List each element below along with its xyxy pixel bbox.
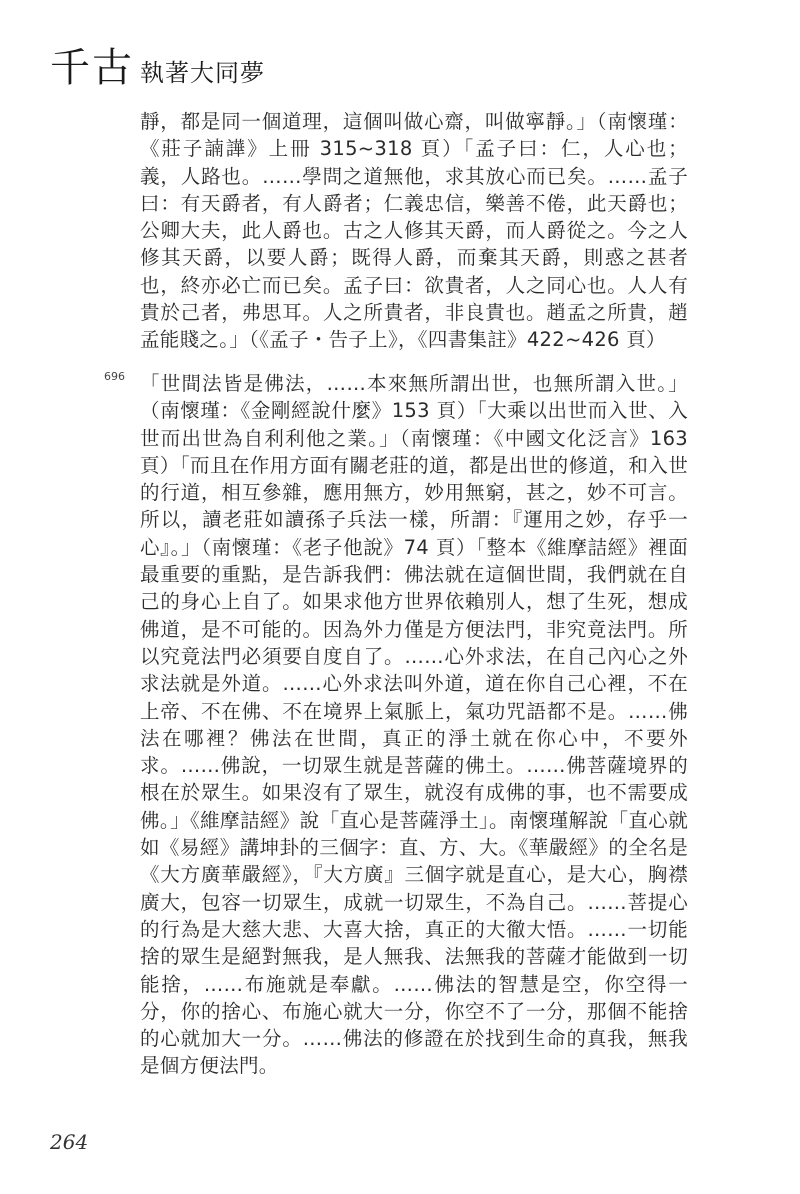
running-header [50, 28, 265, 91]
note-number: 696 [104, 370, 125, 383]
body-paragraph-1: 靜，都是同一個道理，這個叫做心齋，叫做寧靜。」（南懷瑾：《莊子諵譁》上冊 315~318 頁）「孟子曰：仁，人心也；義，人路也。……學問之道無他，求其放心而已矣。……孟子曰：有天爵者，有人爵者；仁義忠信，樂善不倦，此天爵也；公卿大夫，此人爵也。古之人修其天爵，而人爵從之。今之人修其天爵，以要人爵；既得人爵，而棄其天爵，則惑之甚者也，終亦必亡而已矣。孟子曰：欲貴者，人之同心也。人人有貴於己者，弗思耳。人之所貴者，非良貴也。趙孟之所貴，趙孟能賤之。」（《孟子・告子上》，《四書集註》422~426 頁） [140, 110, 688, 352]
header-main-title: 千古 [50, 45, 134, 91]
page-number: 264 [50, 1130, 89, 1154]
header-subtitle: 執著大同夢 [140, 59, 265, 87]
body-paragraph-2: 「世間法皆是佛法，……本來無所謂出世，也無所謂入世。」（南懷瑾：《金剛經說什麼》153 頁）「大乘以出世而入世、入世而出世為自利利他之業。」（南懷瑾：《中國文化泛言》163 頁）「而且在作用方面有關老莊的道，都是出世的修道，和入世的行道，相互參雜，應用無方，妙用無窮，甚之，妙不可言。所以，讀老莊如讀孫子兵法一樣，所謂：『運用之妙，存乎一心』。」（南懷瑾：《老子他說》74 頁）「整本《維摩詰經》裡面最重要的重點，是告訴我們：佛法就在這個世間，我們就在自己的身心上自了。如果求他方世界依賴別人，想了生死，想成佛道，是不可能的。因為外力僅是方便法門，非究竟法門。所以究竟法門必須要自度自了。……心外求法，在自己內心之外求法就是外道。……心外求法叫外道，道在你自己心裡，不在上帝、不在佛、不在境界上氣脈上，氣功咒語都不是。……佛法在哪裡？佛法在世間，真正的淨土就在你心中，不要外求。……佛說，一切眾生就是菩薩的佛土。……佛菩薩境界的根在於眾生。如果沒有了眾生，就沒有成佛的事，也不需要成佛。」《維摩詰經》說「直心是菩薩淨土」。南懷瑾解說「直心就如《易經》講坤卦的三個字：直、方、大。《華嚴經》的全名是《大方廣華嚴經》，『大方廣』三個字就是直心，是大心，胸襟廣大，包容一切眾生，成就一切眾生，不為自己。……菩提心的行為是大慈大悲、大喜大捨，真正的大徹大悟。……一切能捨的眾生是絕對無我，是人無我、法無我的菩薩才能做到一切能捨，……布施就是奉獻。……佛法的智慧是空，你空得一分，你的捨心、布施心就大一分，你空不了一分，那個不能捨的心就加大一分。……佛法的修證在於找到生命的真我，無我是個方便法門。 [140, 372, 688, 1078]
